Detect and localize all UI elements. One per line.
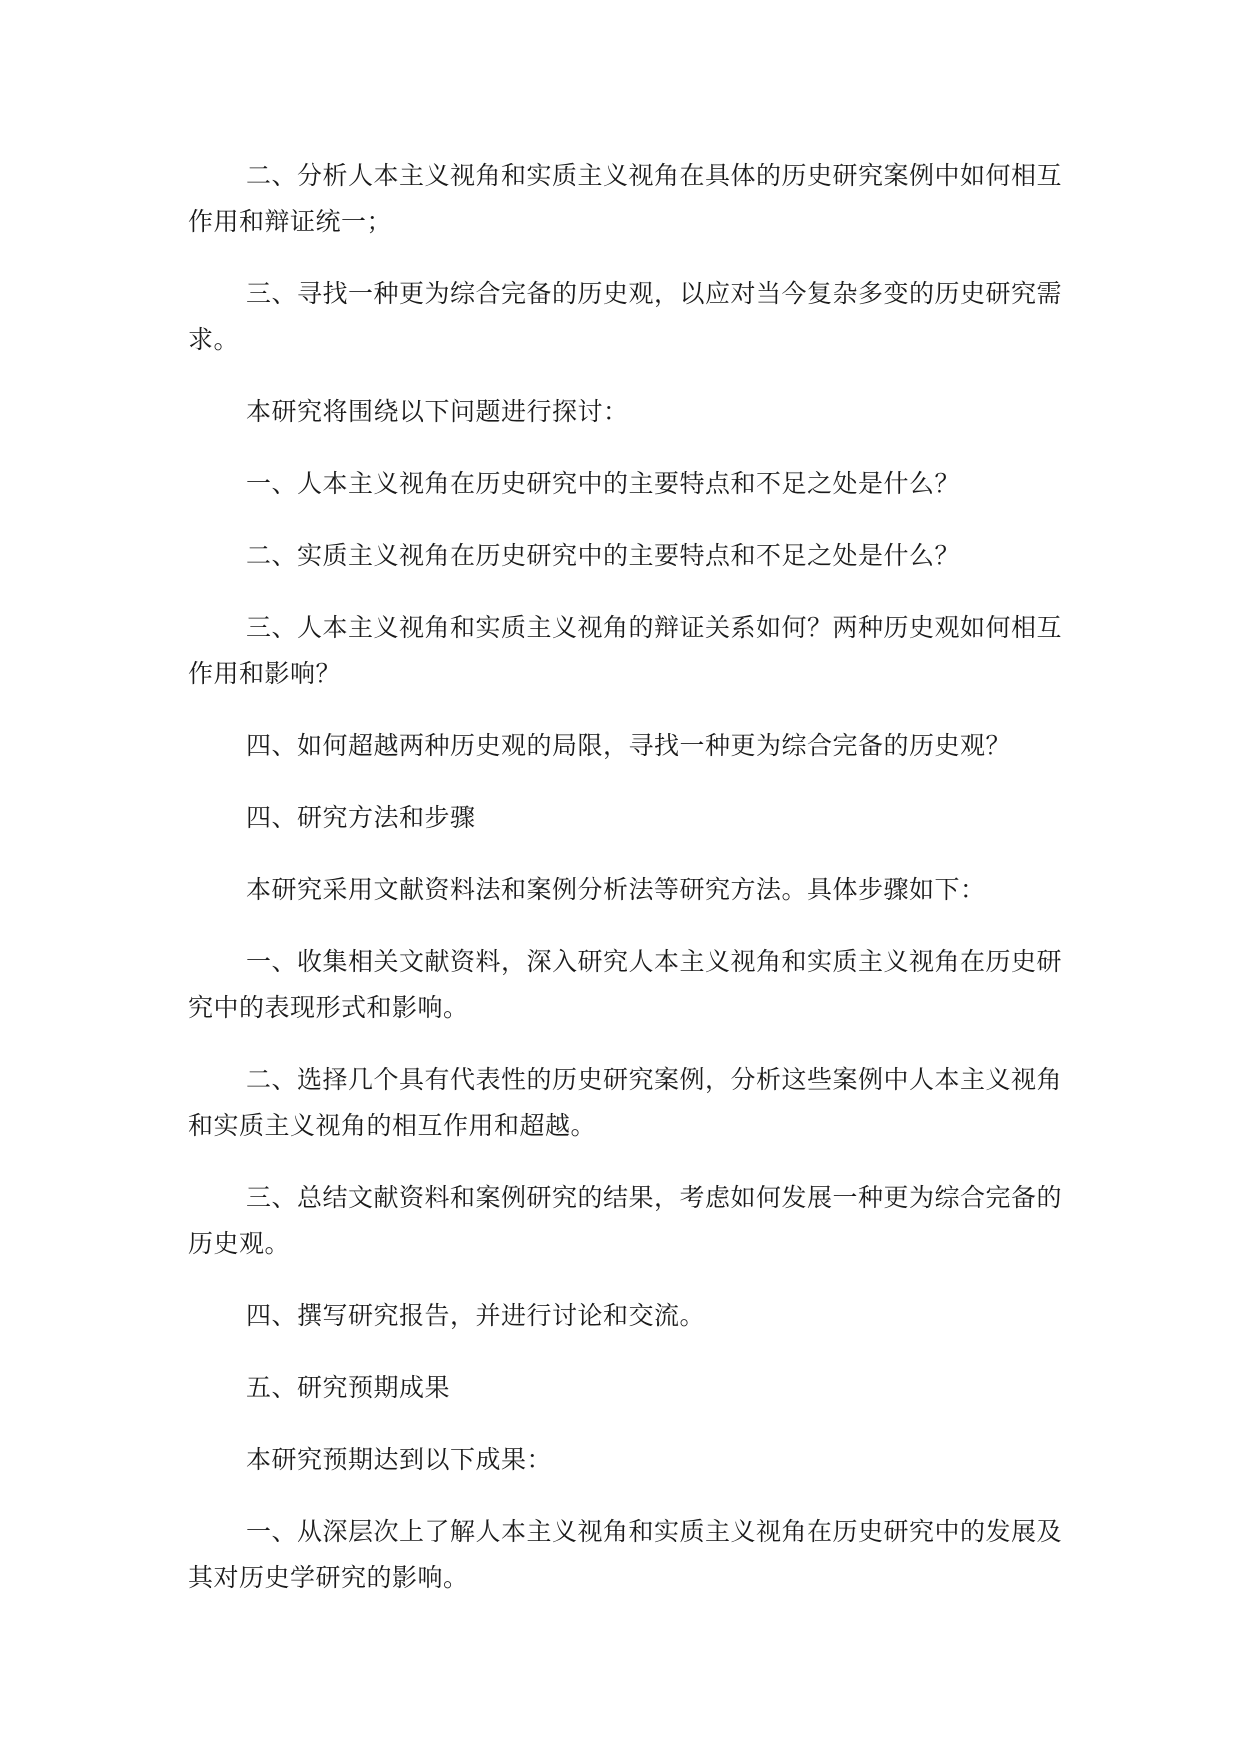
paragraph-7: 四、如何超越两种历史观的局限，寻找一种更为综合完备的历史观？ <box>246 731 1012 760</box>
section-heading-methods: 四、研究方法和步骤 <box>246 803 476 832</box>
paragraph-15: 本研究预期达到以下成果： <box>246 1445 553 1474</box>
paragraph-10: 一、收集相关文献资料，深入研究人本主义视角和实质主义视角在历史研究中的表现形式和影响。 <box>188 947 1063 1022</box>
paragraph-9: 本研究采用文献资料法和案例分析法等研究方法。具体步骤如下： <box>246 875 986 904</box>
document-body <box>188 153 1068 1627</box>
paragraph-13: 四、撰写研究报告，并进行讨论和交流。 <box>246 1301 706 1330</box>
paragraph-4: 一、人本主义视角在历史研究中的主要特点和不足之处是什么？ <box>246 469 961 498</box>
paragraph-2: 三、寻找一种更为综合完备的历史观，以应对当今复杂多变的历史研究需求。 <box>188 279 1063 354</box>
paragraph-12: 三、总结文献资料和案例研究的结果，考虑如何发展一种更为综合完备的历史观。 <box>188 1183 1063 1258</box>
paragraph-6: 三、人本主义视角和实质主义视角的辩证关系如何？两种历史观如何相互作用和影响？ <box>188 613 1063 688</box>
paragraph-16: 一、从深层次上了解人本主义视角和实质主义视角在历史研究中的发展及其对历史学研究的影响。 <box>188 1517 1063 1592</box>
paragraph-3: 本研究将围绕以下问题进行探讨： <box>246 397 629 426</box>
paragraph-1: 二、分析人本主义视角和实质主义视角在具体的历史研究案例中如何相互作用和辩证统一； <box>188 161 1063 236</box>
paragraph-11: 二、选择几个具有代表性的历史研究案例，分析这些案例中人本主义视角和实质主义视角的相互作用和超越。 <box>188 1065 1063 1140</box>
paragraph-5: 二、实质主义视角在历史研究中的主要特点和不足之处是什么？ <box>246 541 961 570</box>
section-heading-outcomes: 五、研究预期成果 <box>246 1373 451 1402</box>
